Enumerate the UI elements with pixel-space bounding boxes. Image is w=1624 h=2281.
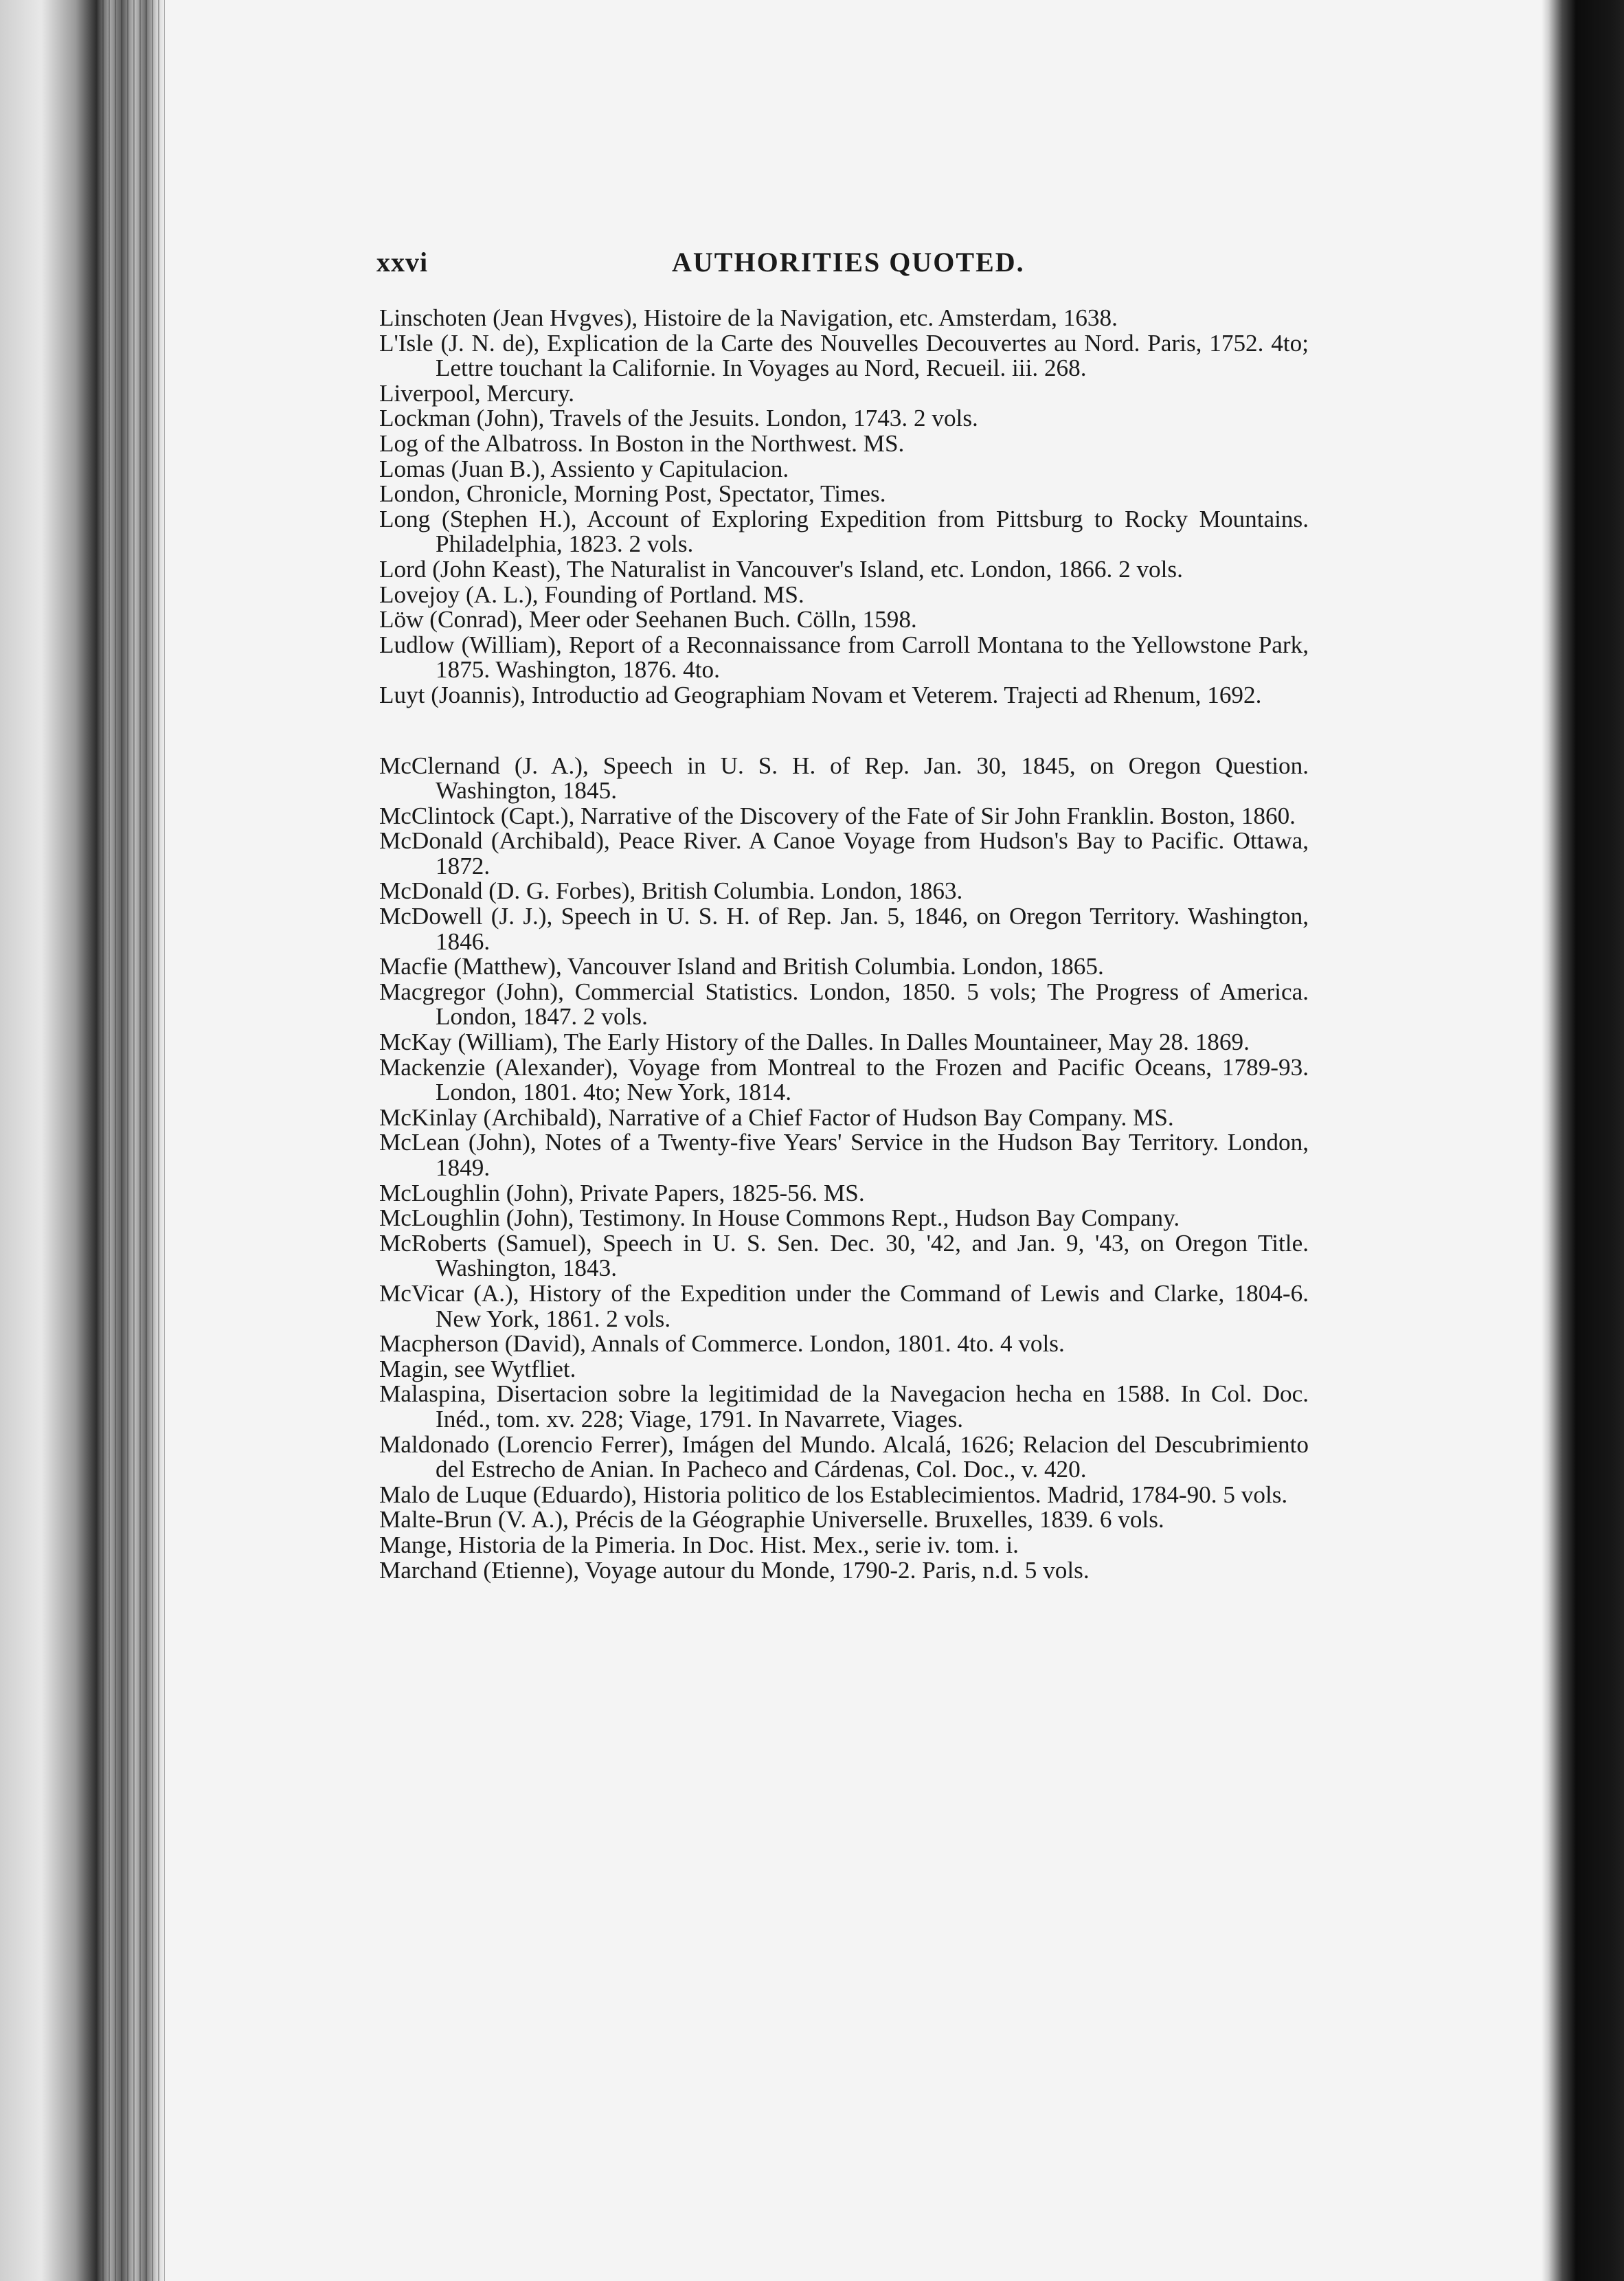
bibliography-entry: McVicar (A.), History of the Expedition under the Command of Lewis and Clarke, 1804-6. New York, 1861. 2 vols. — [379, 1279, 1309, 1332]
bibliography-entry: Marchand (Etienne), Voyage autour du Monde, 1790-2. Paris, n.d. 5 vols. — [379, 1556, 1090, 1584]
bibliography-entry: Ludlow (William), Report of a Reconnaissance from Carroll Montana to the Yellowstone Park, 1875. Washington, 1876. 4to. — [379, 631, 1309, 684]
bibliography-entry: Malte-Brun (V. A.), Précis de la Géographie Universelle. Bruxelles, 1839. 6 vols. — [379, 1506, 1164, 1533]
bibliography-entry: Malaspina, Disertacion sobre la legitimidad de la Navegacion hecha en 1588. In Col. Doc. Inéd., tom. xv. 228; Viage, 1791. In Navarrete, Viages. — [379, 1380, 1309, 1432]
bibliography-entry: McLoughlin (John), Private Papers, 1825-56. MS. — [379, 1179, 865, 1206]
bibliography-entry: Liverpool, Mercury. — [379, 379, 575, 407]
bibliography-entry: McKay (William), The Early History of the Dalles. In Dalles Mountaineer, May 28. 1869. — [379, 1029, 1250, 1056]
bibliography-entry: Lord (John Keast), The Naturalist in Vancouver's Island, etc. London, 1866. 2 vols. — [379, 555, 1183, 583]
bibliography-entry: Log of the Albatross. In Boston in the Northwest. MS. — [379, 429, 905, 457]
bibliography-entry: McKinlay (Archibald), Narrative of a Chief Factor of Hudson Bay Company. MS. — [379, 1103, 1174, 1131]
bibliography-entry: Lockman (John), Travels of the Jesuits. London, 1743. 2 vols. — [379, 405, 978, 432]
bibliography-entry: McClernand (J. A.), Speech in U. S. H. of Rep. Jan. 30, 1845, on Oregon Question. Washington, 1845. — [379, 752, 1309, 805]
bibliography-entry: Long (Stephen H.), Account of Exploring Expedition from Pittsburg to Rocky Mountains. Philadelphia, 1823. 2 vols. — [379, 505, 1309, 558]
bibliography-entry: Luyt (Joannis), Introductio ad Geographiam Novam et Veterem. Trajecti ad Rhenum, 1692. — [379, 681, 1262, 708]
bibliography-entry: Lomas (Juan B.), Assiento y Capitulacion. — [379, 455, 789, 482]
bibliography-entry: McDonald (D. G. Forbes), British Columbia. London, 1863. — [379, 877, 963, 905]
bibliography-entry: McDonald (Archibald), Peace River. A Canoe Voyage from Hudson's Bay to Pacific. Ottawa, 1872. — [379, 827, 1309, 879]
bibliography-entry: Malo de Luque (Eduardo), Historia politico de los Establecimientos. Madrid, 1784-90. 5 vols. — [379, 1481, 1288, 1508]
bibliography-entry: McRoberts (Samuel), Speech in U. S. Sen. Dec. 30, '42, and Jan. 9, '43, on Oregon Title. Washington, 1843. — [379, 1229, 1309, 1282]
bibliography-entry: McLean (John), Notes of a Twenty-five Years' Service in the Hudson Bay Territory. London, 1849. — [379, 1129, 1309, 1181]
bibliography-entry: Löw (Conrad), Meer oder Seehanen Buch. Cölln, 1598. — [379, 606, 917, 633]
stacked-page-edges — [96, 0, 165, 2281]
bibliography-entry: London, Chronicle, Morning Post, Spectator, Times. — [379, 480, 886, 508]
bibliography-entry: McLoughlin (John), Testimony. In House Commons Rept., Hudson Bay Company. — [379, 1204, 1180, 1232]
section-gap — [379, 708, 1309, 754]
binding-edge — [1542, 0, 1624, 2281]
bibliography-entry: Macgregor (John), Commercial Statistics. London, 1850. 5 vols; The Progress of America. London, 1847. 2 vols. — [379, 978, 1309, 1031]
bibliography-entry: Linschoten (Jean Hvgves), Histoire de la Navigation, etc. Amsterdam, 1638. — [379, 304, 1118, 331]
bibliography-entry: Macpherson (David), Annals of Commerce. London, 1801. 4to. 4 vols. — [379, 1330, 1065, 1358]
page-number: xxvi — [376, 247, 429, 278]
bibliography-entry: Magin, see Wytfliet. — [379, 1355, 576, 1382]
bibliography-entry: McClintock (Capt.), Narrative of the Discovery of the Fate of Sir John Franklin. Boston, 1860. — [379, 802, 1296, 829]
page-header — [376, 246, 1297, 287]
bibliography-entry: Lovejoy (A. L.), Founding of Portland. MS. — [379, 581, 804, 608]
running-title: AUTHORITIES QUOTED. — [672, 247, 1025, 278]
bibliography-entry: Macfie (Matthew), Vancouver Island and British Columbia. London, 1865. — [379, 953, 1104, 980]
bibliography-entry: McDowell (J. J.), Speech in U. S. H. of Rep. Jan. 5, 1846, on Oregon Territory. Washington, 1846. — [379, 903, 1309, 955]
bibliography-entry: Mackenzie (Alexander), Voyage from Montreal to the Frozen and Pacific Oceans, 1789-93. London, 1801. 4to; New York, 1814. — [379, 1053, 1309, 1106]
bibliography-list — [379, 306, 1309, 1583]
bibliography-entry: Mange, Historia de la Pimeria. In Doc. Hist. Mex., serie iv. tom. i. — [379, 1531, 1019, 1558]
bibliography-entry: Maldonado (Lorencio Ferrer), Imágen del Mundo. Alcalá, 1626; Relacion del Descubrimiento del Estrecho de Anian. In Pacheco and Cárdenas, Col. Doc., v. 420. — [379, 1430, 1309, 1483]
bibliography-entry: L'Isle (J. N. de), Explication de la Carte des Nouvelles Decouvertes au Nord. Paris, 1752. 4to; Lettre touchant la Californie. In Voyages au Nord, Recueil. iii. 268. — [379, 329, 1309, 382]
